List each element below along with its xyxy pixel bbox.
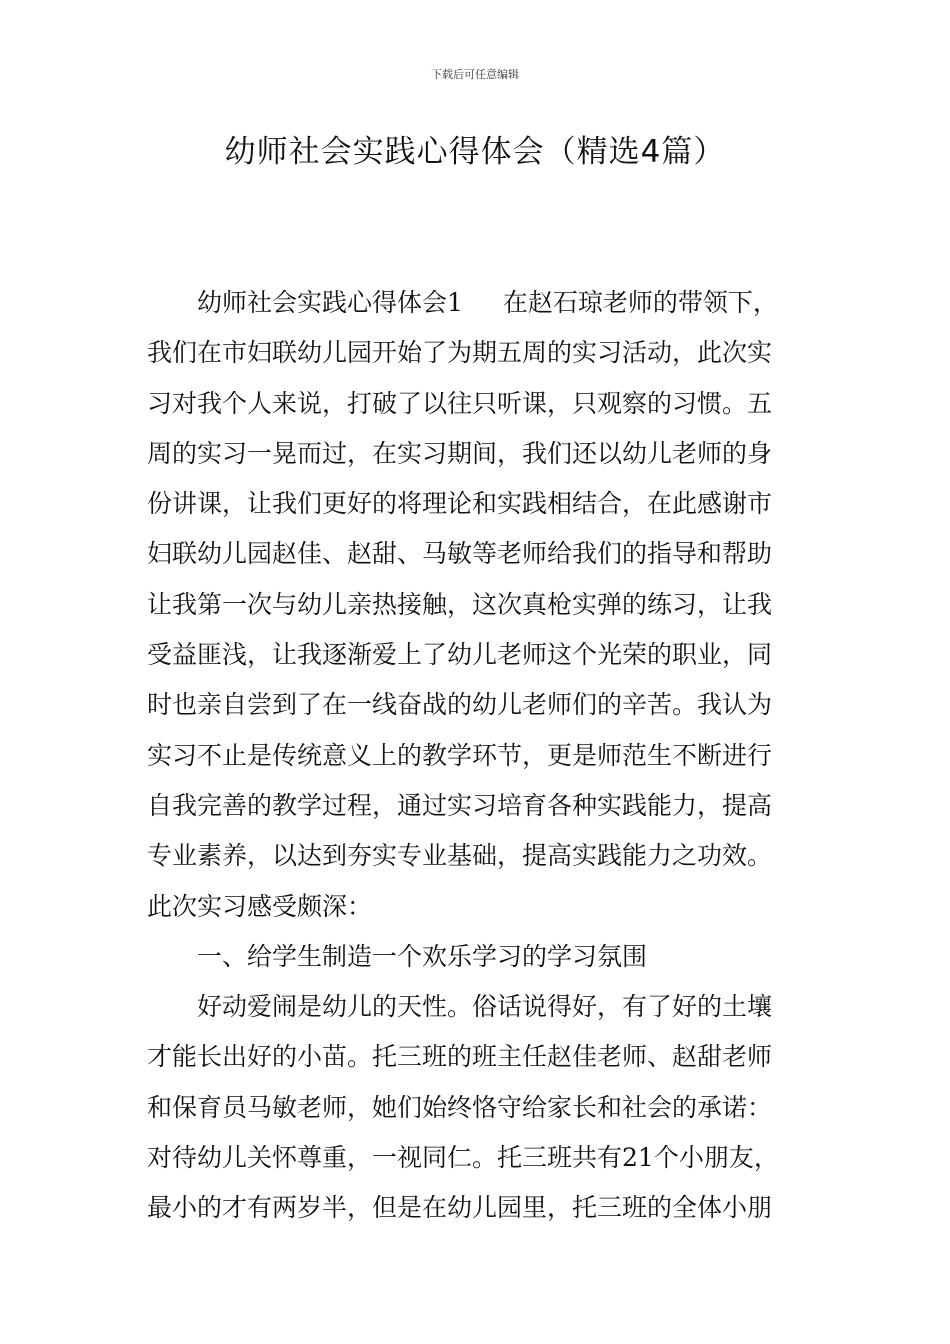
- text-line-segment: 习对我个人来说，打破了以往只听课，只观察的习惯。五: [147, 388, 773, 418]
- text-line: [147, 1133, 807, 1183]
- header-note: 下载后可任意编辑: [431, 68, 519, 81]
- text-line: [147, 982, 807, 1032]
- text-line-segment: 此次实习感受颇深：: [147, 891, 373, 921]
- text-line: [147, 781, 807, 831]
- text-line-segment: 受益匪浅，让我逐渐爱上了幼儿老师这个光荣的职业，同: [147, 640, 773, 670]
- text-line-segment: 自我完善的教学过程，通过实习培育各种实践能力，提高: [147, 790, 773, 820]
- text-line-segment: 一、给学生制造一个欢乐学习的学习氛围: [197, 941, 648, 971]
- text-line-segment: 时也亲自尝到了在一线奋战的幼儿老师们的辛苦。我认为: [147, 690, 773, 720]
- text-line: [147, 479, 807, 529]
- text-line: [147, 580, 807, 630]
- document-title: 幼师社会实践心得体会（精选4篇）: [224, 134, 726, 170]
- text-line: [147, 932, 807, 982]
- text-line: [147, 328, 807, 378]
- text-line-segment: 份讲课，让我们更好的将理论和实践相结合，在此感谢市: [147, 489, 773, 519]
- text-line-segment: 让我第一次与幼儿亲热接触，这次真枪实弹的练习，让我: [147, 589, 773, 619]
- text-line-segment: 我们在市妇联幼儿园开始了为期五周的实习活动，此次实: [147, 338, 773, 368]
- text-line: [147, 1032, 807, 1082]
- text-line: [147, 529, 807, 579]
- text-line: [147, 379, 807, 429]
- text-line: [147, 1083, 807, 1133]
- text-line-segment: 实习不止是传统意义上的教学环节，更是师范生不断进行: [147, 740, 773, 770]
- text-line: [147, 630, 807, 680]
- text-line: [147, 680, 807, 730]
- text-line: [147, 429, 807, 479]
- text-line-segment: 才能长出好的小苗。托三班的班主任赵佳老师、赵甜老师: [147, 1042, 773, 1072]
- text-line-segment: 周的实习一晃而过，在实习期间，我们还以幼儿老师的身: [147, 438, 773, 468]
- text-line: [147, 882, 807, 932]
- text-line: [147, 731, 807, 781]
- document-body: [147, 278, 807, 1234]
- text-line-segment: 专业素养，以达到夯实专业基础，提高实践能力之功效。: [147, 841, 773, 871]
- text-line-segment: 好动爱闹是幼儿的天性。俗话说得好，有了好的土壤: [197, 992, 773, 1022]
- text-line-segment: 和保育员马敏老师，她们始终恪守给家长和社会的承诺：: [147, 1092, 773, 1122]
- text-line-segment: 幼师社会实践心得体会1: [197, 288, 463, 317]
- text-line: [147, 278, 807, 328]
- text-line-segment: 对待幼儿关怀尊重，一视同仁。托三班共有21个小朋友，: [147, 1143, 779, 1173]
- text-line-segment: 在赵石琼老师的带领下，: [502, 288, 778, 317]
- text-line-segment: 最小的才有两岁半，但是在幼儿园里，托三班的全体小朋: [147, 1193, 773, 1223]
- text-line: [147, 831, 807, 881]
- text-line-segment: 妇联幼儿园赵佳、赵甜、马敏等老师给我们的指导和帮助: [147, 539, 773, 569]
- text-line: [147, 1183, 807, 1233]
